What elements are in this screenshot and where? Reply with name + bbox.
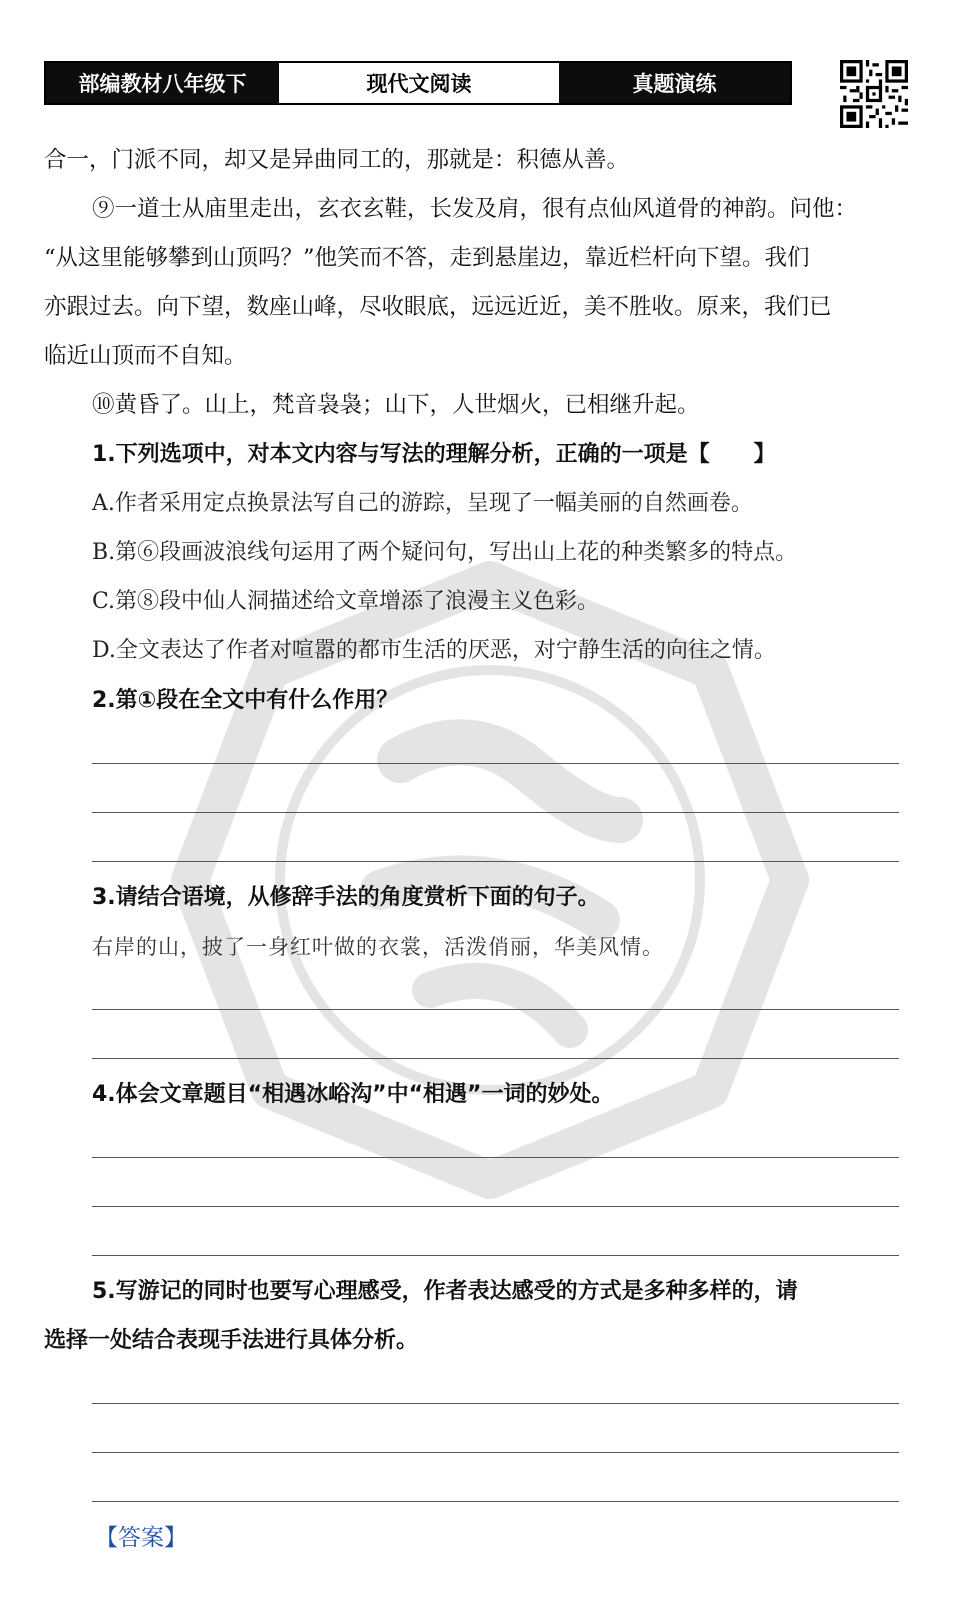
question-3-quote: 右岸的山，披了一身红叶做的衣裳，活泼俏丽，华美风情。: [92, 935, 664, 959]
passage-line: 合一，门派不同，却又是异曲同工的，那就是：积德从善。: [44, 147, 630, 173]
paragraph-10: ⑩黄昏了。山上，梵音袅袅；山下，人世烟火，已相继升起。: [92, 392, 700, 418]
question-2-stem: 2.第①段在全文中有什么作用？: [92, 688, 399, 713]
section-title: 现代文阅读: [279, 63, 559, 103]
answer-line[interactable]: [92, 1501, 899, 1502]
option-a: A.作者采用定点换景法写自己的游踪，呈现了一幅美丽的自然画卷。: [92, 491, 753, 516]
answer-line[interactable]: [92, 1206, 899, 1207]
answer-line[interactable]: [92, 763, 899, 764]
option-d: D.全文表达了作者对喧嚣的都市生活的厌恶，对宁静生活的向往之情。: [92, 638, 776, 663]
practice-label: 真题演练: [559, 63, 790, 103]
paragraph-9-line: 临近山顶而不自知。: [44, 343, 247, 369]
answer-line[interactable]: [92, 1058, 899, 1059]
answer-line[interactable]: [92, 1452, 899, 1453]
answer-line[interactable]: [92, 861, 899, 862]
question-4-stem: 4.体会文章题目“相遇冰峪沟”中“相遇”一词的妙处。: [92, 1082, 614, 1107]
answer-line[interactable]: [92, 812, 899, 813]
paragraph-9-line: “从这里能够攀到山顶吗？”他笑而不答，走到悬崖边，靠近栏杆向下望。我们: [44, 245, 810, 271]
answer-line[interactable]: [92, 1403, 899, 1404]
option-b: B.第⑥段画波浪线句运用了两个疑问句，写出山上花的种类繁多的特点。: [92, 540, 798, 565]
header-bar: [44, 61, 792, 105]
paragraph-9-line: 亦跟过去。向下望，数座山峰，尽收眼底，远远近近，美不胜收。原来，我们已: [44, 294, 832, 320]
option-c: C.第⑧段中仙人洞描述给文章增添了浪漫主义色彩。: [92, 589, 600, 614]
answer-label: 【答案】: [95, 1525, 187, 1551]
question-5-stem: 5.写游记的同时也要写心理感受，作者表达感受的方式是多种多样的，请: [92, 1279, 798, 1304]
qr-code-icon: [840, 60, 908, 128]
paragraph-9-line: ⑨一道士从庙里走出，玄衣玄鞋，长发及肩，很有点仙风道骨的神韵。问他：: [92, 196, 858, 222]
answer-line[interactable]: [92, 1255, 899, 1256]
textbook-label: 部编教材八年级下: [46, 63, 279, 103]
answer-line[interactable]: [92, 1009, 899, 1010]
question-3-stem: 3.请结合语境，从修辞手法的角度赏析下面的句子。: [92, 885, 600, 910]
question-1-stem: 1.下列选项中，对本文内容与写法的理解分析，正确的一项是【 】: [92, 442, 776, 467]
question-5-stem: 选择一处结合表现手法进行具体分析。: [44, 1328, 419, 1353]
answer-line[interactable]: [92, 1157, 899, 1158]
